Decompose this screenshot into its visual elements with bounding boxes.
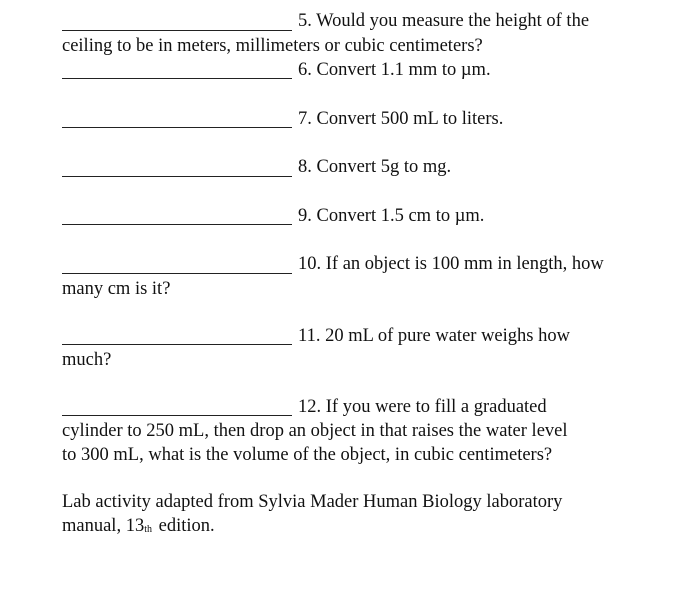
question-11-line1: 20 mL of pure water weighs how [325,326,570,346]
question-12-line2: cylinder to 250 mL, then drop an object in that raises the water level [62,421,568,441]
question-11-text [298,325,570,347]
credit-line2-suffix: edition. [153,516,215,536]
question-11-number: 11. [298,326,321,346]
question-6-number: 6. [298,60,312,80]
question-12-line1: If you were to fill a graduated [325,397,547,417]
question-9-number: 9. [298,206,312,226]
question-10-number: 10. [298,254,322,274]
question-8-line1: Convert 5g to mg. [316,157,452,177]
credit-ordinal: th [144,524,152,535]
question-6-text [298,59,491,81]
question-10-line2: many cm is it? [62,279,171,299]
answer-blank-10[interactable] [62,273,292,274]
question-12-text [298,396,547,418]
answer-blank-12[interactable] [62,415,292,416]
credit-line2-prefix: manual, 13 [62,516,145,536]
answer-blank-8[interactable] [62,176,292,177]
question-5-line1: Would you measure the height of the [316,11,590,31]
question-7-line1: Convert 500 mL to liters. [316,109,504,129]
question-7-text [298,108,503,130]
answer-blank-11[interactable] [62,344,292,345]
question-7-number: 7. [298,109,312,129]
answer-blank-9[interactable] [62,224,292,225]
question-8-text [298,156,451,178]
question-5-text [298,10,589,32]
question-12-number: 12. [298,397,322,417]
question-9-text [298,205,484,227]
answer-blank-6[interactable] [62,78,292,79]
question-5-number: 5. [298,11,312,31]
answer-blank-7[interactable] [62,127,292,128]
question-12-line3: to 300 mL, what is the volume of the object, in cubic centimeters? [62,445,553,465]
question-10-text [298,253,604,275]
credit-line1: Lab activity adapted from Sylvia Mader Human Biology laboratory [62,492,563,512]
answer-blank-5[interactable] [62,30,292,31]
credit-line2 [62,515,215,540]
question-6-line1: Convert 1.1 mm to µm. [316,60,491,80]
question-9-line1: Convert 1.5 cm to µm. [316,206,485,226]
question-8-number: 8. [298,157,312,177]
question-11-line2: much? [62,350,112,370]
question-10-line1: If an object is 100 mm in length, how [325,254,604,274]
question-5-line2: ceiling to be in meters, millimeters or cubic centimeters? [62,36,483,56]
